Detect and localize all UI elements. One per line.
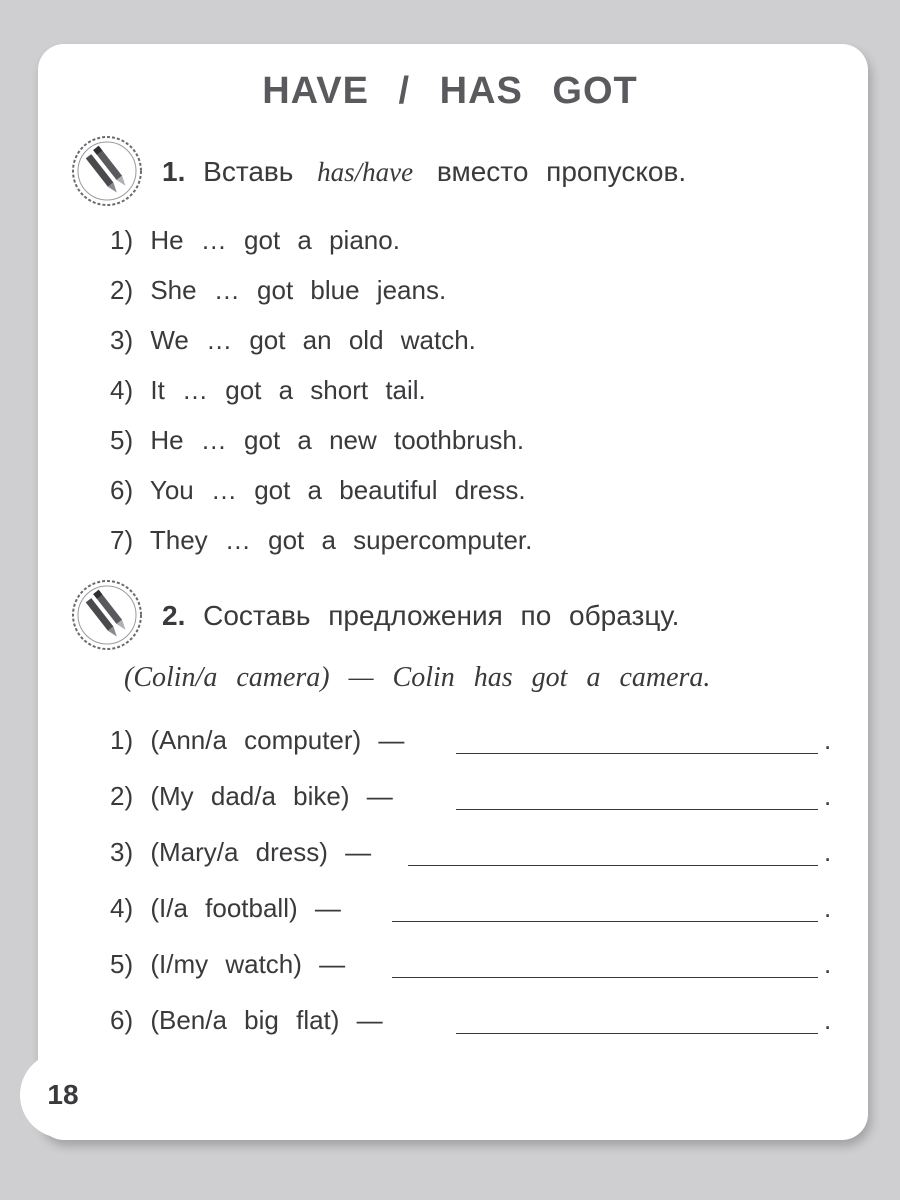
pencil-pen-icon — [70, 578, 144, 652]
task2-number: 2. — [162, 600, 186, 631]
full-stop: . — [824, 949, 832, 979]
page-number: 18 — [20, 1052, 106, 1138]
task2-heading — [162, 600, 679, 632]
full-stop: . — [824, 781, 832, 811]
list-item: 1) He … got a piano. — [110, 225, 400, 255]
answer-row — [110, 1000, 850, 1040]
list-item: 2) She … got blue jeans. — [110, 275, 447, 305]
answer-prompt: 3) (Mary/a dress) — — [110, 837, 372, 867]
answer-prompt: 4) (I/a football) — — [110, 893, 341, 923]
answer-line[interactable] — [456, 753, 818, 754]
list-item: 3) We … got an old watch. — [110, 325, 476, 355]
answer-line[interactable] — [392, 977, 818, 978]
answer-line[interactable] — [456, 1033, 818, 1034]
task2-example: (Colin/a camera) — Colin has got a camera. — [124, 662, 711, 693]
task1-heading — [162, 156, 686, 188]
list-item: 6) You … got a beautiful dress. — [110, 475, 526, 505]
list-item: 4) It … got a short tail. — [110, 375, 426, 405]
answer-row — [110, 720, 850, 760]
answer-row — [110, 776, 850, 816]
answer-row — [110, 832, 850, 872]
answer-prompt: 1) (Ann/a computer) — — [110, 725, 405, 755]
task2-instruction: Составь предложения по образцу. — [203, 600, 680, 631]
full-stop: . — [824, 893, 832, 923]
task1-instruction-italic: has/have — [317, 157, 414, 187]
task1-instruction-start: Вставь — [203, 156, 294, 187]
pencil-pen-icon — [70, 134, 144, 208]
list-item: 7) They … got a supercomputer. — [110, 525, 533, 555]
answer-row — [110, 888, 850, 928]
task1-list — [110, 215, 532, 565]
task1-instruction-end: вместо пропусков. — [436, 156, 687, 187]
answer-line[interactable] — [456, 809, 818, 810]
answer-line[interactable] — [392, 921, 818, 922]
full-stop: . — [824, 725, 832, 755]
answer-prompt: 5) (I/my watch) — — [110, 949, 346, 979]
full-stop: . — [824, 1005, 832, 1035]
list-item: 5) He … got a new toothbrush. — [110, 425, 525, 455]
answer-line[interactable] — [408, 865, 818, 866]
task1-number: 1. — [162, 156, 186, 187]
page-title: HAVE / HAS GOT — [262, 70, 638, 112]
full-stop: . — [824, 837, 832, 867]
answer-prompt: 6) (Ben/a big flat) — — [110, 1005, 383, 1035]
answer-prompt: 2) (My dad/a bike) — — [110, 781, 393, 811]
answer-row — [110, 944, 850, 984]
